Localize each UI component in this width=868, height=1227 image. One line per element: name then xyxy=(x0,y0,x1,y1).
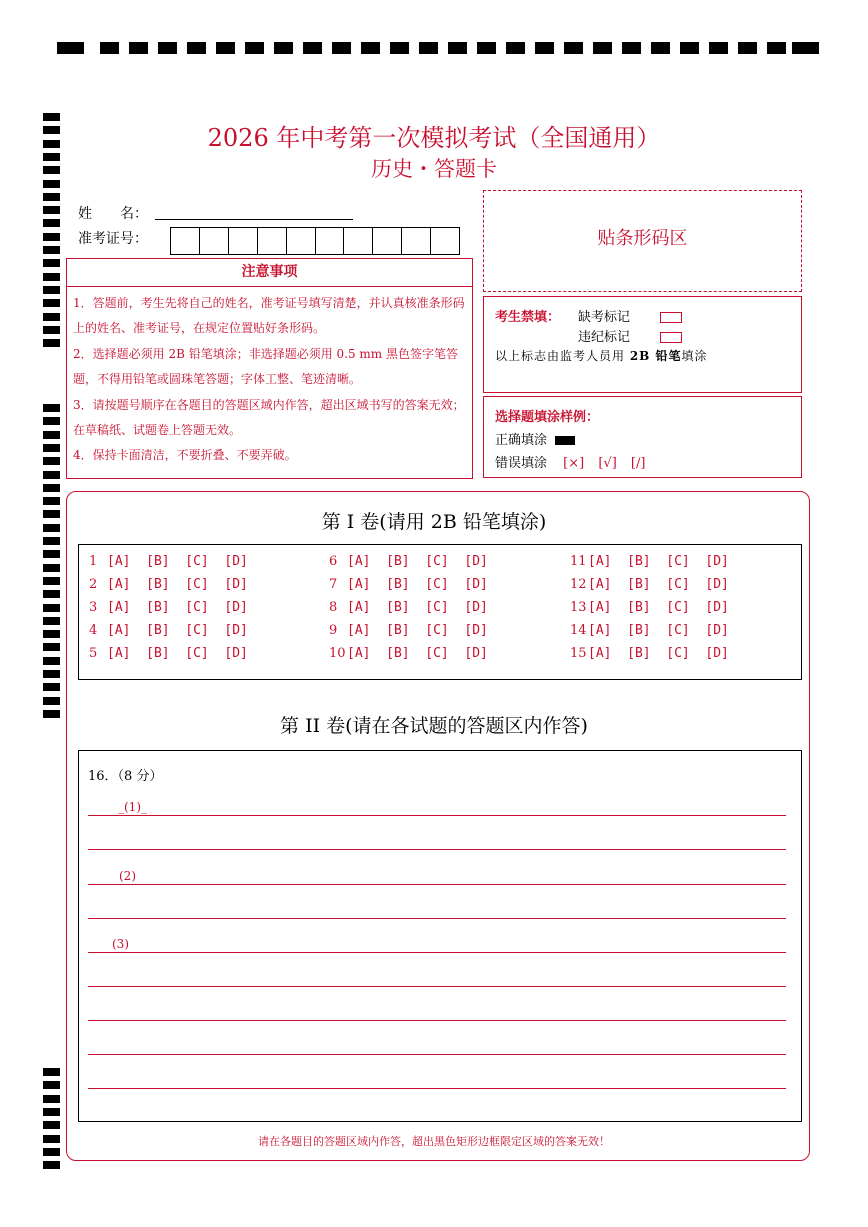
timing-mark xyxy=(767,42,786,54)
mc-options[interactable]: [A] [B] [C] [D] xyxy=(588,600,729,615)
timing-mark xyxy=(43,457,60,465)
timing-mark xyxy=(43,273,60,281)
mc-options[interactable]: [A] [B] [C] [D] xyxy=(588,623,729,638)
timing-mark xyxy=(43,657,60,665)
timing-mark xyxy=(738,42,757,54)
timing-mark xyxy=(43,604,60,612)
mc-options[interactable]: [A] [B] [C] [D] xyxy=(347,623,488,638)
mc-question-number: 8 xyxy=(329,600,338,615)
correct-fill-label: 正确填涂 xyxy=(495,433,548,448)
mc-options[interactable]: [A] [B] [C] [D] xyxy=(347,554,488,569)
wrong-fill-mark: [×] xyxy=(563,456,585,471)
timing-mark xyxy=(43,577,60,585)
mc-question-number: 7 xyxy=(329,577,338,592)
timing-mark xyxy=(43,431,60,439)
timing-mark xyxy=(43,417,60,425)
mc-question[interactable] xyxy=(89,646,248,661)
timing-mark xyxy=(43,326,60,334)
mc-question[interactable] xyxy=(89,554,248,569)
mc-options[interactable]: [A] [B] [C] [D] xyxy=(347,577,488,592)
mc-question[interactable] xyxy=(570,554,729,569)
wrong-fill-mark: [/] xyxy=(630,456,646,471)
mc-question[interactable] xyxy=(329,646,488,661)
timing-mark xyxy=(43,683,60,691)
notice-item: 1．答题前，考生先将自己的姓名，准考证号填写清楚，并认真核准条形码上的姓名、准考证号，在规定位置贴好条形码。 xyxy=(73,296,465,335)
timing-mark xyxy=(187,42,206,54)
notice-item: 4．保持卡面清洁，不要折叠、不要弄破。 xyxy=(73,448,297,462)
mc-question-number: 2 xyxy=(89,577,98,592)
answer-line[interactable] xyxy=(88,849,786,850)
prohibited-panel xyxy=(483,296,802,393)
wrong-fill-mark: [√] xyxy=(598,456,617,471)
mc-question[interactable] xyxy=(329,623,488,638)
mc-question-number: 15 xyxy=(570,646,587,661)
footer-warning: 请在各题目的答题区域内作答，超出黑色矩形边框限定区域的答案无效！ xyxy=(258,1135,610,1148)
timing-mark xyxy=(506,42,525,54)
mc-options[interactable]: [A] [B] [C] [D] xyxy=(107,577,248,592)
mc-question-number: 3 xyxy=(89,600,98,615)
mc-options[interactable]: [A] [B] [C] [D] xyxy=(588,646,729,661)
page-subtitle: 历史・答题卡 xyxy=(371,157,497,181)
timing-mark xyxy=(43,1068,60,1076)
section2-title: 第 II 卷(请在各试题的答题区内作答) xyxy=(280,715,588,737)
timing-mark xyxy=(216,42,235,54)
timing-mark xyxy=(332,42,351,54)
prohibited-title: 考生禁填： xyxy=(495,310,561,325)
notice-title: 注意事项 xyxy=(67,259,472,287)
timing-mark xyxy=(43,259,60,267)
mc-question-number: 12 xyxy=(570,577,587,592)
notice-panel xyxy=(66,258,473,479)
timing-mark xyxy=(43,206,60,214)
mc-question[interactable] xyxy=(89,623,248,638)
mc-question[interactable] xyxy=(89,600,248,615)
timing-mark xyxy=(43,1108,60,1116)
timing-mark xyxy=(43,564,60,572)
part-2-label: (2) xyxy=(119,869,136,883)
correct-fill-mark xyxy=(555,436,575,445)
mc-question[interactable] xyxy=(570,577,729,592)
mc-question-number: 6 xyxy=(329,554,338,569)
name-field[interactable] xyxy=(155,219,353,220)
notice-item: 2．选择题必须用 2B 铅笔填涂；非选择题必须用 0.5 mm 黑色签字笔答题，不得用铅笔或圆珠笔答题；字体工整、笔迹清晰。 xyxy=(73,347,459,386)
section1-title: 第 I 卷(请用 2B 铅笔填涂) xyxy=(321,511,547,533)
name-label: 姓 名： xyxy=(78,206,148,222)
answer-line[interactable] xyxy=(88,815,786,816)
mc-options[interactable]: [A] [B] [C] [D] xyxy=(107,554,248,569)
timing-mark xyxy=(303,42,322,54)
prohibited-note: 以上标志由监考人员用 2B 铅笔填涂 xyxy=(495,349,708,363)
mc-options[interactable]: [A] [B] [C] [D] xyxy=(107,600,248,615)
answer-line[interactable] xyxy=(88,884,786,885)
barcode-area: 贴条形码区 xyxy=(483,190,802,292)
mc-options[interactable]: [A] [B] [C] [D] xyxy=(107,623,248,638)
timing-mark xyxy=(651,42,670,54)
timing-mark xyxy=(361,42,380,54)
mc-question-number: 9 xyxy=(329,623,338,638)
timing-mark xyxy=(43,339,60,347)
mc-question[interactable] xyxy=(329,600,488,615)
mc-question-number: 1 xyxy=(89,554,98,569)
fill-sample-title: 选择题填涂样例： xyxy=(495,410,600,425)
question-16-label: 16．（8 分） xyxy=(88,769,163,784)
exam-id-boxes[interactable] xyxy=(170,227,460,255)
timing-mark xyxy=(158,42,177,54)
answer-line[interactable] xyxy=(88,1088,786,1089)
timing-mark xyxy=(57,42,84,54)
timing-mark xyxy=(43,630,60,638)
timing-mark xyxy=(43,193,60,201)
violation-mark[interactable] xyxy=(660,332,682,343)
timing-mark xyxy=(419,42,438,54)
timing-mark xyxy=(792,42,819,54)
timing-mark xyxy=(43,670,60,678)
timing-mark xyxy=(43,404,60,412)
part-1-label: _(1)_ xyxy=(118,800,147,814)
timing-mark xyxy=(535,42,554,54)
timing-mark xyxy=(43,299,60,307)
timing-mark xyxy=(43,1121,60,1129)
mc-question-number: 11 xyxy=(570,554,587,569)
timing-mark xyxy=(43,233,60,241)
timing-mark xyxy=(43,643,60,651)
mc-options[interactable]: [A] [B] [C] [D] xyxy=(107,646,248,661)
timing-mark xyxy=(43,219,60,227)
short-answer-box xyxy=(78,750,802,1122)
timing-mark xyxy=(43,286,60,294)
top-timing-marks xyxy=(57,42,819,54)
fill-sample-panel xyxy=(483,396,802,478)
mc-question-number: 4 xyxy=(89,623,98,638)
timing-mark xyxy=(43,550,60,558)
timing-mark xyxy=(680,42,699,54)
mc-question[interactable] xyxy=(570,600,729,615)
timing-mark xyxy=(129,42,148,54)
timing-mark xyxy=(43,1081,60,1089)
mc-question-number: 13 xyxy=(570,600,587,615)
timing-mark xyxy=(43,617,60,625)
answer-line[interactable] xyxy=(88,1020,786,1021)
absent-label: 缺考标记 xyxy=(578,310,631,325)
wrong-fill-label: 错误填涂 xyxy=(495,456,548,471)
timing-mark xyxy=(593,42,612,54)
exam-id-label: 准考证号： xyxy=(78,231,148,247)
mc-options[interactable]: [A] [B] [C] [D] xyxy=(588,554,729,569)
timing-mark xyxy=(43,697,60,705)
mc-options[interactable]: [A] [B] [C] [D] xyxy=(347,646,488,661)
mc-question[interactable] xyxy=(329,554,488,569)
notice-item: 3．请按题号顺序在各题目的答题区域内作答，超出区域书写的答案无效；在草稿纸、试题卷上答题无效。 xyxy=(73,398,465,437)
timing-mark xyxy=(43,1095,60,1103)
timing-mark xyxy=(709,42,728,54)
mc-question[interactable] xyxy=(89,577,248,592)
timing-mark xyxy=(448,42,467,54)
absent-mark[interactable] xyxy=(660,312,682,323)
timing-mark xyxy=(622,42,641,54)
timing-mark xyxy=(43,484,60,492)
timing-mark xyxy=(43,246,60,254)
timing-mark xyxy=(100,42,119,54)
timing-mark xyxy=(245,42,264,54)
timing-mark xyxy=(564,42,583,54)
part-3-label: (3) xyxy=(112,937,129,951)
page-title: 2026 年中考第一次模拟考试（全国通用） xyxy=(207,124,661,152)
timing-mark xyxy=(43,590,60,598)
mc-options[interactable]: [A] [B] [C] [D] xyxy=(588,577,729,592)
timing-mark xyxy=(43,444,60,452)
timing-mark xyxy=(43,1161,60,1169)
timing-mark xyxy=(274,42,293,54)
timing-mark xyxy=(43,471,60,479)
timing-mark xyxy=(43,537,60,545)
timing-mark xyxy=(43,313,60,321)
timing-mark xyxy=(477,42,496,54)
mc-question-number: 10 xyxy=(329,646,346,661)
answer-line[interactable] xyxy=(88,918,786,919)
timing-mark xyxy=(43,497,60,505)
violation-label: 违纪标记 xyxy=(578,330,631,345)
mc-question-number: 14 xyxy=(570,623,587,638)
answer-line[interactable] xyxy=(88,1054,786,1055)
mc-question[interactable] xyxy=(570,623,729,638)
answer-line[interactable] xyxy=(88,986,786,987)
answer-line[interactable] xyxy=(88,952,786,953)
timing-mark xyxy=(390,42,409,54)
mc-question-number: 5 xyxy=(89,646,98,661)
mc-options[interactable]: [A] [B] [C] [D] xyxy=(347,600,488,615)
mc-question[interactable] xyxy=(329,577,488,592)
mc-question[interactable] xyxy=(570,646,729,661)
